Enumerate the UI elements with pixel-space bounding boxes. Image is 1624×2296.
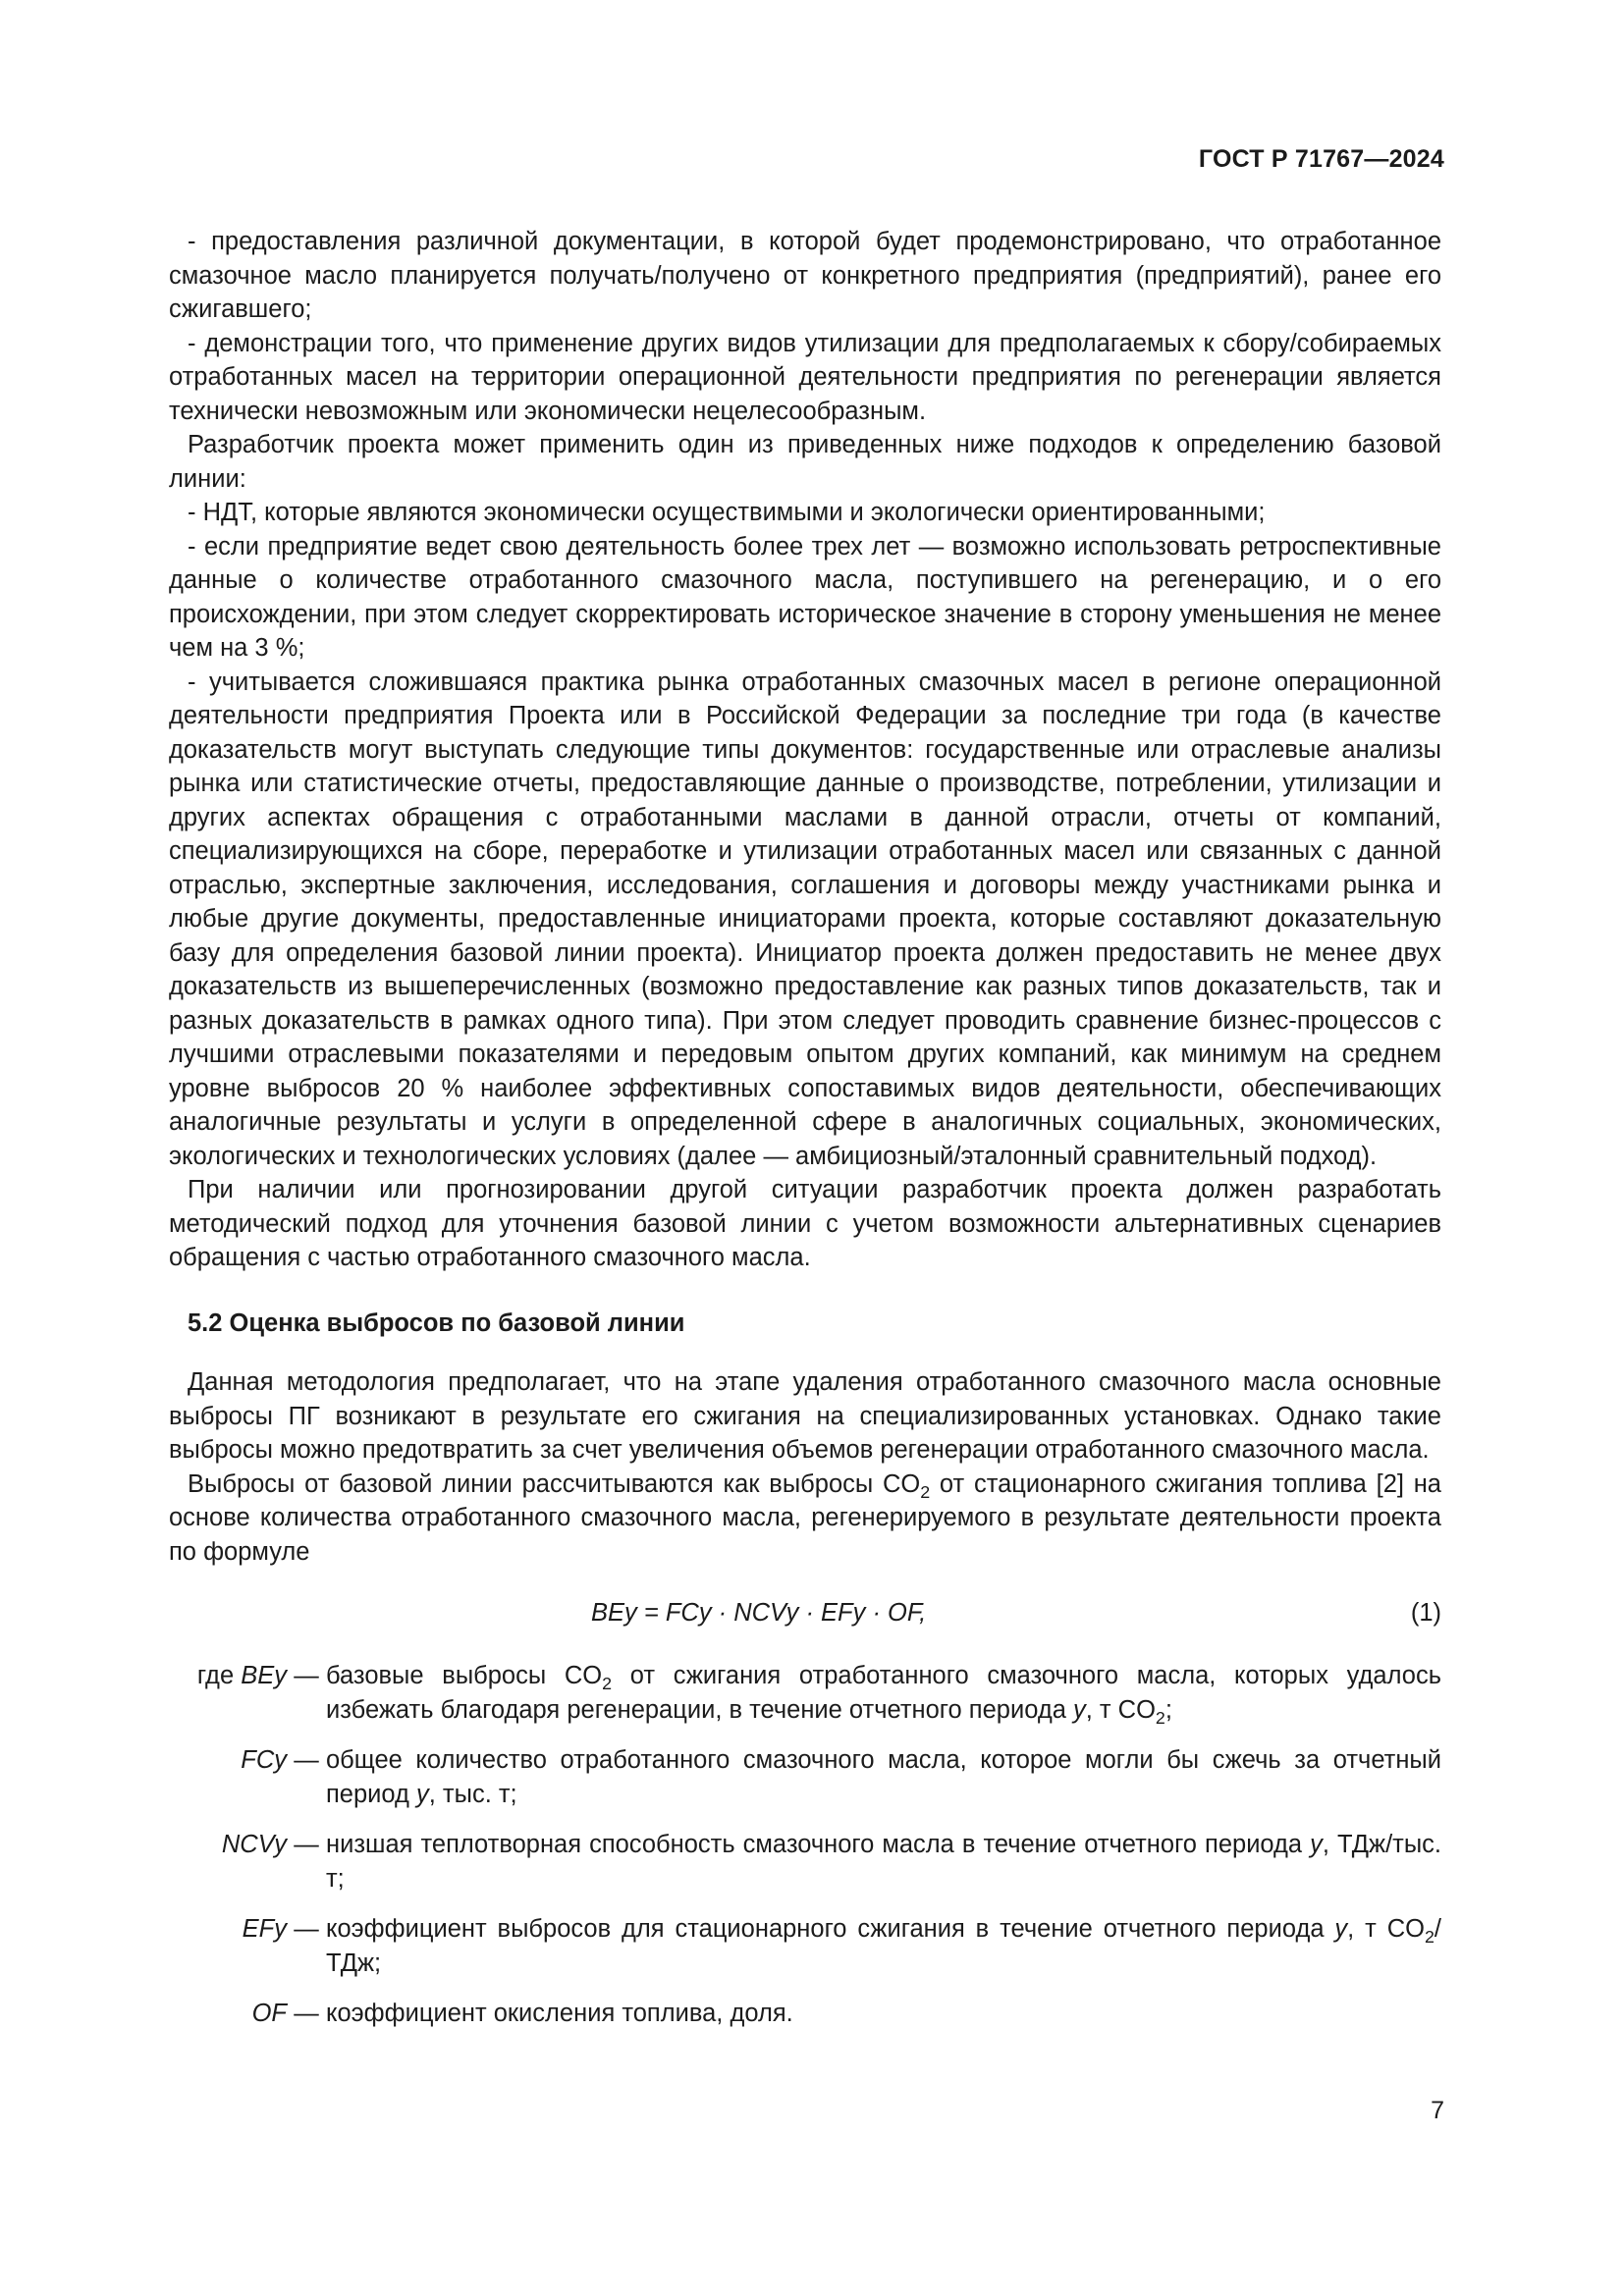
text-segment: Выбросы от базовой линии рассчитываются как выбросы CO: [188, 1469, 921, 1498]
subscript: 2: [602, 1674, 613, 1693]
definition-term: EFy: [242, 1915, 287, 1943]
definition-text: [326, 1912, 1441, 1980]
where-label: где: [196, 1662, 235, 1689]
definition-ncvy: [169, 1828, 1441, 1896]
variable-y: y: [1072, 1695, 1086, 1724]
definition-text: [326, 1659, 1441, 1727]
text-segment: от стационарного сжигания топлива [2] на основе количества отработанного смазочного масла, регенерируемого в результате деятельности проекта по формуле: [169, 1469, 1441, 1566]
page-number: 7: [1431, 2097, 1444, 2124]
definitions-list: [169, 1659, 1441, 2031]
paragraph-other-situation: При наличии или прогнозировании другой ситуации разработчик проекта должен разработать методический подход для уточнения базовой линии с учетом возможности альтернативных сценариев обращения с частью отработанного смазочного масла.: [169, 1176, 1441, 1271]
definition-text: [326, 1828, 1441, 1896]
term-symbol: BEy: [241, 1662, 287, 1689]
text-segment: базовые выбросы CO: [326, 1662, 603, 1689]
formula-row: [169, 1586, 1441, 1647]
formula-expression: BEy = FCy · NCVy · EFy · OF,: [591, 1599, 927, 1627]
definition-efy: [169, 1912, 1441, 1980]
definition-text: [326, 1743, 1441, 1811]
definition-term: OF: [251, 2000, 287, 2027]
text-segment: , т CO: [1347, 1915, 1425, 1943]
page-body: [169, 225, 1441, 2048]
definition-dash: —: [294, 1746, 319, 1774]
paragraph-methodology: Данная методология предполагает, что на этапе удаления отработанного смазочного масла основные выбросы ПГ возникают в результате его сжигания на специализированных установках. Однако такие выбросы можно предотвратить за счет увеличения объемов регенерации отработанного смазочного масла.: [169, 1368, 1441, 1464]
paragraph-approaches-intro: Разработчик проекта может применить один из приведенных ниже подходов к определению базовой линии:: [169, 431, 1441, 493]
definition-term: [169, 1659, 287, 1693]
text-segment: ;: [1164, 1695, 1172, 1724]
definition-dash: —: [294, 2000, 319, 2027]
variable-y: y: [416, 1780, 429, 1808]
paragraph-baseline-formula-intro: [169, 1468, 1441, 1570]
definition-fcy: [169, 1743, 1441, 1811]
paragraph-demonstration: - демонстрации того, что применение других видов утилизации для предполагаемых к сбору/собираемых отработанных масел на территории операционной деятельности предприятия по регенерации является технически невозможным или экономически нецелесообразным.: [169, 329, 1441, 425]
standard-code-header: ГОСТ Р 71767—2024: [1198, 145, 1444, 173]
paragraph-retrospective: - если предприятие ведет свою деятельность более трех лет — возможно использовать ретроспективные данные о количестве отработанного смазочного масла, поступившего на регенерацию, и о его происхождении, при этом следует скорректировать историческое значение в сторону уменьшения не менее чем на 3 %;: [169, 532, 1441, 662]
section-title: 5.2 Оценка выбросов по базовой линии: [188, 1308, 685, 1337]
subscript: 2: [1424, 1927, 1435, 1947]
paragraph-market-practice: - учитывается сложившаяся практика рынка отработанных смазочных масел в регионе операционной деятельности предприятия Проекта или в Российской Федерации за последние три года (в качестве доказательств могут выступать следующие типы документов: государственные или отраслевые анализы рынка или статистические отчеты, предоставляющие данные о производстве, потреблении, утилизации и других аспектах обращения с отработанными маслами в данной отрасли, отчеты от компаний, специализирующихся на сборе, переработке и утилизации отработанных масел или связанных с данной отраслью, экспертные заключения, исследования, соглашения и договоры между участниками рынка и любые другие документы, предоставленные инициаторами проекта, которые составляют доказательную базу для определения базовой линии проекта). Инициатор проекта должен предоставить не менее двух доказательств из вышеперечисленных (возможно предоставление как разных типов доказательств, так и разных доказательств в рамках одного типа). При этом следует проводить сравнение бизнес-процессов с лучшими отраслевыми показателями и передовым опытом других компаний, как минимум на среднем уровне выбросов 20 % наиболее эффективных сопоставимых видов деятельности, обеспечивающих аналогичные результаты и услуги в определенной сфере в аналогичных социальных, экономических, экологических и технологических условиях (далее — амбициозный/эталонный сравнительный подход).: [169, 667, 1441, 1170]
text-segment: /ТДж;: [326, 1915, 1441, 1977]
definition-of: [169, 1997, 1441, 2031]
text-segment: коэффициент выбросов для стационарного сжигания в течение отчетного периода: [326, 1915, 1335, 1943]
text-segment: , т CO: [1085, 1695, 1156, 1724]
definition-text: коэффициент окисления топлива, доля.: [326, 2000, 793, 2027]
text-segment: , тыс. т;: [428, 1780, 517, 1808]
variable-y: y: [1310, 1831, 1323, 1858]
subscript: 2: [920, 1481, 931, 1502]
definition-term: NCVy: [221, 1831, 287, 1858]
paragraph-ndt: - НДТ, которые являются экономически осуществимыми и экологически ориентированными;: [188, 499, 1266, 526]
text-segment: общее количество отработанного смазочного масла, которое могли бы сжечь за отчетный период: [326, 1746, 1441, 1808]
subscript: 2: [1155, 1707, 1165, 1728]
definition-dash: —: [294, 1915, 319, 1943]
definition-bey: [169, 1659, 1441, 1727]
definition-dash: —: [294, 1662, 319, 1689]
formula-number: (1): [1410, 1599, 1441, 1627]
text-segment: , ТДж/тыс. т;: [326, 1831, 1442, 1893]
paragraph-documentation: - предоставления различной документации, в которой будет продемонстрировано, что отработанное смазочное масло планируется получать/получено от конкретного предприятия (предприятий), ранее его сжигавшего;: [169, 228, 1441, 323]
text-segment: от сжигания отработанного смазочного масла, которых удалось избежать благодаря регенерации, в течение отчетного периода: [326, 1662, 1442, 1724]
variable-y: y: [1334, 1915, 1348, 1943]
definition-term: FCy: [241, 1746, 287, 1774]
definition-dash: —: [294, 1831, 319, 1858]
text-segment: низшая теплотворная способность смазочного масла в течение отчетного периода: [326, 1831, 1311, 1858]
